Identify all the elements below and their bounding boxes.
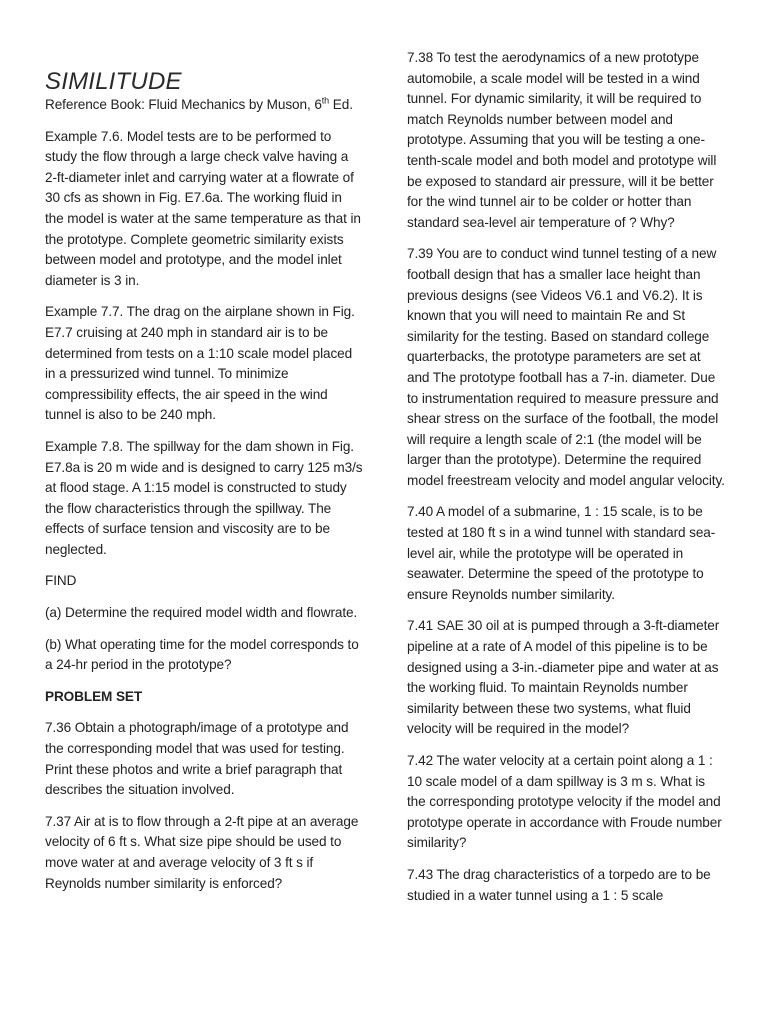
problem-7-42: 7.42 The water velocity at a certain point along a 1 : 10 scale model of a dam spillway is 3 m s. What is the corresponding prototype velocity if the model and prototype operate in accordance with Froude number similarity? [407,753,722,851]
problem-7-38: 7.38 To test the aerodynamics of a new prototype automobile, a scale model will be tested in a wind tunnel. For dynamic similarity, it will be required to match Reynolds number between model and prototype. Assuming that you will be testing a one-tenth-scale model and both model and prototype will be exposed to standard air pressure, will it be better for the wind tunnel air to be colder or hotter than standard sea-level air temperature of ? Why? [407,50,717,230]
problem-7-37: 7.37 Air at is to flow through a 2-ft pipe at an average velocity of 6 ft s. What size pipe should be used to move water at and average velocity of 3 ft s if Reynolds number similarity is enforced? [45,813,359,891]
find-part-a: (a) Determine the required model width and flowrate. [45,605,358,621]
reference-suffix: Ed. [329,97,353,112]
problem-7-40: 7.40 A model of a submarine, 1 : 15 scale, is to be tested at 180 ft s in a wind tunnel with standard sea-level air, while the prototype will be operated in seawater. Determine the speed of the prototype to ensure Reynolds number similarity. [407,504,716,602]
problem-7-39: 7.39 You are to conduct wind tunnel testing of a new football design that has a smaller lace height than previous designs (see Videos V6.1 and V6.2). It is known that you will need to maintain Re and St similarity for the testing. Based on standard college quarterbacks, the prototype parameters are set at and The prototype football has a 7-in. diameter. Due to instrumentation required to measure pressure and shear stress on the surface of the football, the model will require a length scale of 2:1 (the model will be larger than the prototype). Determine the required model freestream velocity and model angular velocity. [407,246,725,488]
reference-line [45,95,363,116]
problem-7-43: 7.43 The drag characteristics of a torpedo are to be studied in a water tunnel using a 1 : 5 scale [407,866,711,903]
example-7-6: Example 7.6. Model tests are to be performed to study the flow through a large check valve having a 2-ft-diameter inlet and carrying water at a flowrate of 30 cfs as shown in Fig. E7.6a. The working fluid in the model is water at the same temperature as that in the prototype. Complete geometric similarity exists between model and prototype, and the model inlet diameter is 3 in. [45,128,361,288]
page-title: SIMILITUDE [45,68,182,96]
example-7-8: Example 7.8. The spillway for the dam shown in Fig. E7.8a is 20 m wide and is designed to carry 125 m3/s at flood stage. A 1:15 model is constructed to study the flow characteristics through the spillway. The effects of surface tension and viscosity are to be neglected. [45,438,363,557]
right-column [407,48,725,917]
find-part-b: (b) What operating time for the model corresponds to a 24-hr period in the prototype? [45,636,359,673]
problem-set-heading: PROBLEM SET [45,688,143,704]
problem-7-41: 7.41 SAE 30 oil at is pumped through a 3-ft-diameter pipeline at a rate of A model of this pipeline is to be designed using a 3-in.-diameter pipe and water at as the working fluid. To maintain Reynolds number similarity between these two systems, what fluid velocity will be required in the model? [407,618,720,737]
left-column [45,95,363,905]
reference-superscript: th [321,95,330,106]
find-label: FIND [45,573,77,589]
reference-text: Reference Book: Fluid Mechanics by Muson, 6 [45,97,322,112]
problem-7-36: 7.36 Obtain a photograph/image of a prototype and the corresponding model that was used for testing. Print these photos and write a brief paragraph that describes the situation involved. [45,720,349,798]
example-7-7: Example 7.7. The drag on the airplane shown in Fig. E7.7 cruising at 240 mph in standard air is to be determined from tests on a 1:10 scale model placed in a pressurized wind tunnel. To minimize compressibility effects, the air speed in the wind tunnel is also to be 240 mph. [45,304,355,423]
